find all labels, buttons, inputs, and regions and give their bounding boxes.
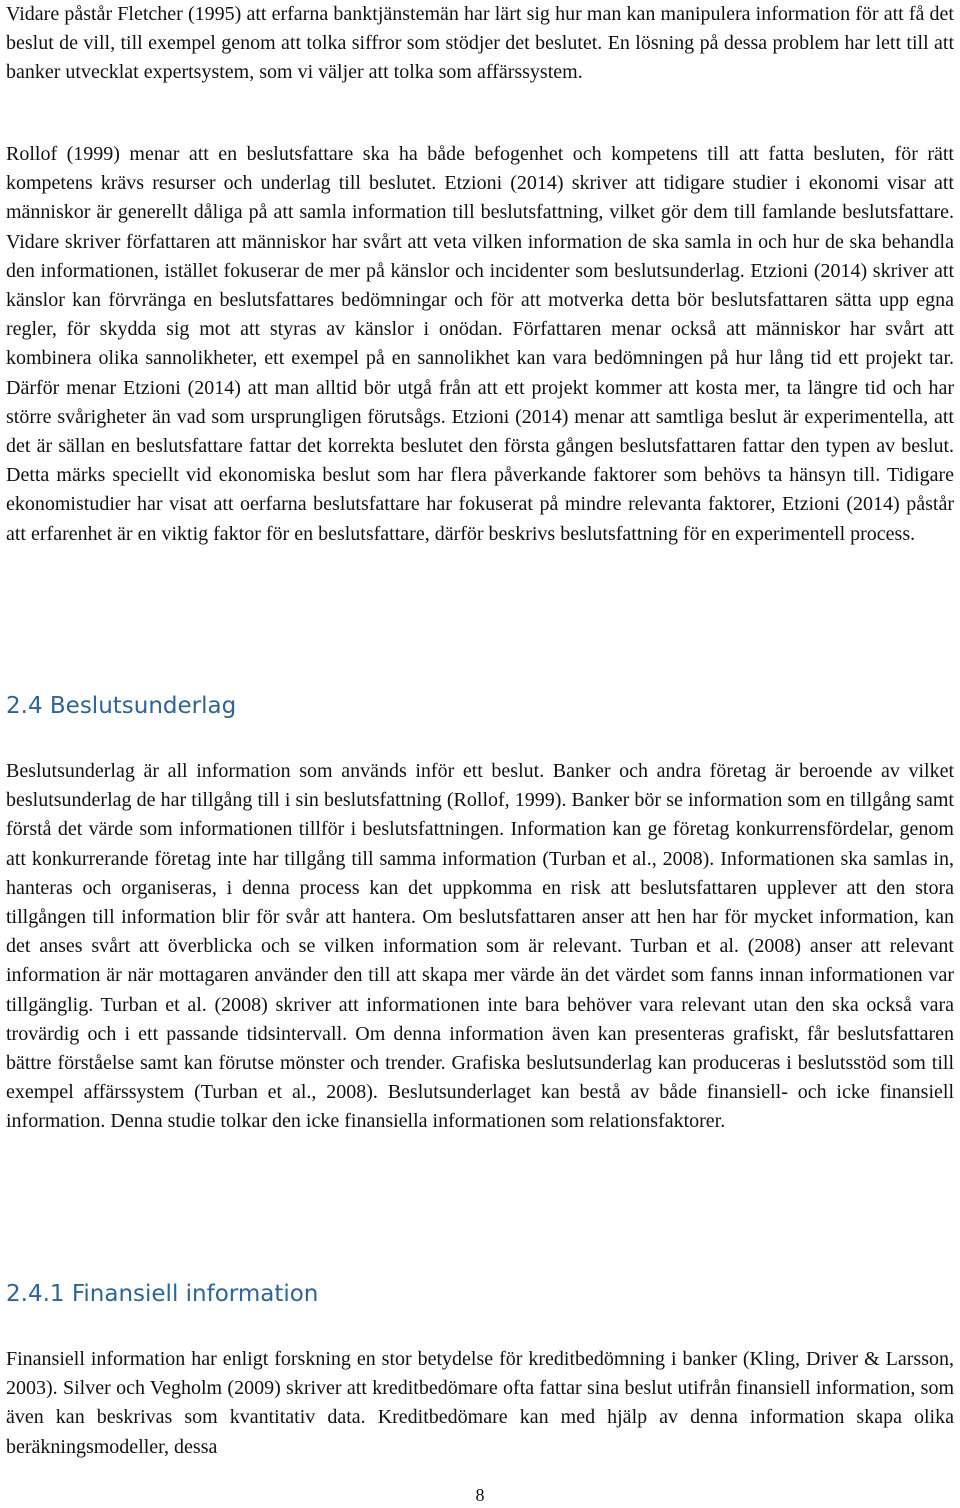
section-heading-finansiell-information: 2.4.1 Finansiell information	[6, 1281, 319, 1307]
paragraph-rollof-etzioni: Rollof (1999) menar att en beslutsfattare ska ha både befogenhet och kompetens till att fatta besluten, för rätt kompetens krävs resurser och underlag till beslutet. Etzioni (2014) skriver att tidigare studier i ekonomi visar att människor är generellt dåliga på att samla information till beslutsfattning, vilket gör dem till famlande beslutsfattare. Vidare skriver författaren att människor har svårt att veta vilken information de ska samla in och hur de ska behandla den informationen, istället fokuserar de mer på känslor och incidenter som beslutsunderlag. Etzioni (2014) skriver att känslor kan förvränga en beslutsfattares bedömningar och för att motverka detta bör beslutsfattaren sätta upp egna regler, för skydda sig mot att styras av känslor i onödan. Författaren menar också att människor har svårt att kombinera olika sannolikheter, ett exempel på en sannolikhet kan vara bedömningen på hur lång tid ett projekt tar. Därför menar Etzioni (2014) att man alltid bör utgå från att ett projekt kommer att kosta mer, ta längre tid och har större svårigheter än vad som ursprungligen förutsågs. Etzioni (2014) menar att samtliga beslut är experimentella, att det är sällan en beslutsfattare fattar det korrekta beslutet den första gången beslutsfattaren fattar den typen av beslut. Detta märks speciellt vid ekonomiska beslut som har flera påverkande faktorer som behövs ta hänsyn till. Tidigare ekonomistudier har visat att oerfarna beslutsfattare har fokuserat på mindre relevanta faktorer, Etzioni (2014) påstår att erfarenhet är en viktig faktor för en beslutsfattare, därför beskrivs beslutsfattning för en experimentell process.	[6, 143, 954, 545]
paragraph-beslutsunderlag: Beslutsunderlag är all information som används inför ett beslut. Banker och andra företag är beroende av vilket beslutsunderlag de har tillgång till i sin beslutsfattning (Rollof, 1999). Banker bör se information som en tillgång samt förstå det värde som informationen tillför i beslutsfattningen. Information kan ge företag konkurrensfördelar, genom att konkurrerande företag inte har tillgång till samma information (Turban et al., 2008). Informationen ska samlas in, hanteras och organiseras, i denna process kan det uppkomma en risk att beslutsfattaren upplever att den stora tillgången till information blir för svår att hantera. Om beslutsfattaren anser att hen har för mycket information, kan det anses svårt att överblicka och se vilken information som är relevant. Turban et al. (2008) anser att relevant information är när mottagaren använder den till att skapa mer värde än det värdet som fanns innan informationen var tillgänglig. Turban et al. (2008) skriver att informationen inte bara behöver vara relevant utan den ska också vara trovärdig och i ett passande tidsintervall. Om denna information även kan presenteras grafiskt, får beslutsfattaren bättre förståelse samt kan förutse mönster och trender. Grafiska beslutsunderlag kan produceras i beslutsstöd som till exempel affärssystem (Turban et al., 2008). Beslutsunderlaget kan bestå av både finansiell- och icke finansiell information. Denna studie tolkar den icke finansiella informationen som relationsfaktorer.	[6, 760, 954, 1133]
paragraph-fletcher: Vidare påstår Fletcher (1995) att erfarna banktjänstemän har lärt sig hur man kan manipulera information för att få det beslut de vill, till exempel genom att tolka siffror som stödjer det beslutet. En lösning på dessa problem har lett till att banker utvecklat expertsystem, som vi väljer att tolka som affärssystem.	[6, 3, 954, 84]
page-number: 8	[475, 1485, 485, 1505]
paragraph-finansiell-information: Finansiell information har enligt forskning en stor betydelse för kreditbedömning i banker (Kling, Driver & Larsson, 2003). Silver och Vegholm (2009) skriver att kreditbedömare ofta fattar sina beslut utifrån finansiell information, som även kan beskrivas som kvantitativ data. Kreditbedömare kan med hjälp av denna information skapa olika beräkningsmodeller, dessa	[6, 1348, 954, 1458]
section-heading-beslutsunderlag: 2.4 Beslutsunderlag	[6, 693, 237, 719]
